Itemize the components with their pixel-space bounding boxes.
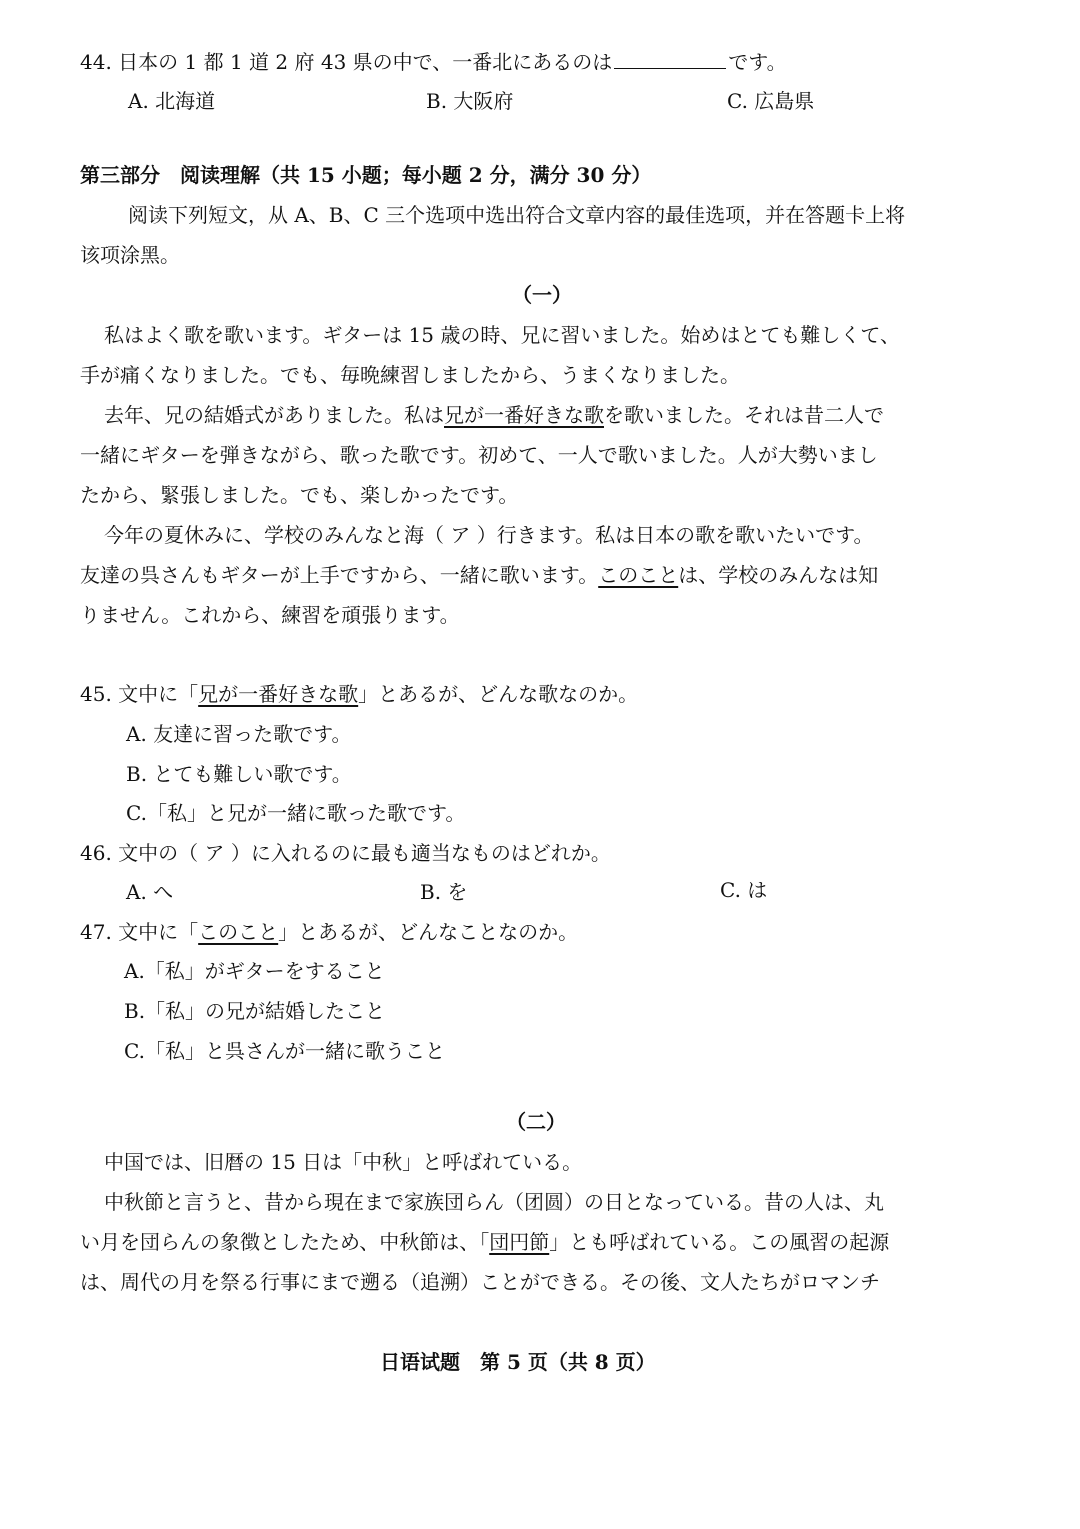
q45-option-a: A. 友達に習った歌です。	[126, 722, 352, 746]
page-footer: 日语试题 第 5 页（共 8 页）	[380, 1350, 656, 1374]
underlined-phrase: このこと	[198, 920, 279, 944]
passage-1-line: 私はよく歌を歌います。ギターは 15 歳の時、兄に習いました。始めはとても難しくて、	[104, 323, 900, 347]
underlined-phrase: 団円節	[489, 1230, 550, 1254]
question-47-stem: 47. 文中に「このこと」とあるが、どんなことなのか。	[80, 920, 579, 944]
q45-option-b: B. とても難しい歌です。	[126, 762, 352, 786]
passage-1-line: 今年の夏休みに、学校のみんなと海（ ア ）行きます。私は日本の歌を歌いたいです。	[104, 523, 874, 547]
section-instruction-line2: 该项涂黑。	[80, 243, 180, 267]
section-instruction-line1: 阅读下列短文，从 A、B、C 三个选项中选出符合文章内容的最佳选项，并在答题卡上将	[128, 203, 906, 227]
q45-option-c: C.「私」と兄が一緒に歌った歌です。	[126, 801, 466, 825]
q44-stem-end: です。	[728, 50, 787, 74]
passage-1-line: 一緒にギターを弾きながら、歌った歌です。初めて、一人で歌いました。人が大勢いまし	[80, 443, 878, 467]
passage-2-line: い月を団らんの象徴としたため、中秋節は、「団円節」とも呼ばれている。この風習の起源	[80, 1230, 890, 1254]
q46-option-a: A. へ	[126, 880, 174, 904]
underlined-phrase: このこと	[598, 563, 679, 587]
underlined-phrase: 兄が一番好きな歌	[198, 682, 359, 706]
q44-stem-text: 44. 日本の 1 都 1 道 2 府 43 県の中で、一番北にあるのは	[80, 50, 613, 74]
underlined-phrase: 兄が一番好きな歌	[444, 403, 604, 427]
section-heading: 第三部分 阅读理解（共 15 小题；每小题 2 分，满分 30 分）	[80, 163, 652, 187]
question-44-stem	[80, 50, 787, 74]
q47-option-b: B.「私」の兄が結婚したこと	[124, 999, 386, 1023]
passage-2-line: 中国では、旧暦の 15 日は「中秋」と呼ばれている。	[104, 1150, 583, 1174]
passage-1-line: りません。これから、練習を頑張ります。	[80, 603, 460, 627]
q44-option-c: C. 広島県	[727, 89, 815, 113]
question-46-stem: 46. 文中の（ ア ）に入れるのに最も適当なものはどれか。	[80, 841, 611, 865]
passage-2-title: （二）	[506, 1110, 566, 1134]
passage-1-line: 友達の呉さんもギターが上手ですから、一緒に歌います。このことは、学校のみんなは知	[80, 563, 879, 587]
passage-1-line: 去年、兄の結婚式がありました。私は兄が一番好きな歌を歌いました。それは昔二人で	[104, 403, 884, 427]
q47-option-c: C.「私」と呉さんが一緒に歌うこと	[124, 1039, 445, 1063]
q46-option-c: C. は	[720, 878, 768, 902]
q47-option-a: A.「私」がギターをすること	[124, 959, 385, 983]
answer-blank	[614, 50, 726, 69]
passage-1-line: たから、緊張しました。でも、楽しかったです。	[80, 483, 519, 507]
passage-1-title: （一）	[512, 283, 572, 307]
question-45-stem: 45. 文中に「兄が一番好きな歌」とあるが、どんな歌なのか。	[80, 682, 639, 706]
passage-1-line: 手が痛くなりました。でも、毎晩練習しましたから、うまくなりました。	[80, 363, 740, 387]
passage-2-line: は、周代の月を祭る行事にまで遡る（追溯）ことができる。その後、文人たちがロマンチ	[80, 1270, 880, 1294]
q44-option-a: A. 北海道	[128, 89, 216, 113]
q44-option-b: B. 大阪府	[426, 89, 514, 113]
q46-option-b: B. を	[420, 880, 468, 904]
passage-2-line: 中秋節と言うと、昔から現在まで家族団らん（团圆）の日となっている。昔の人は、丸	[104, 1190, 884, 1214]
